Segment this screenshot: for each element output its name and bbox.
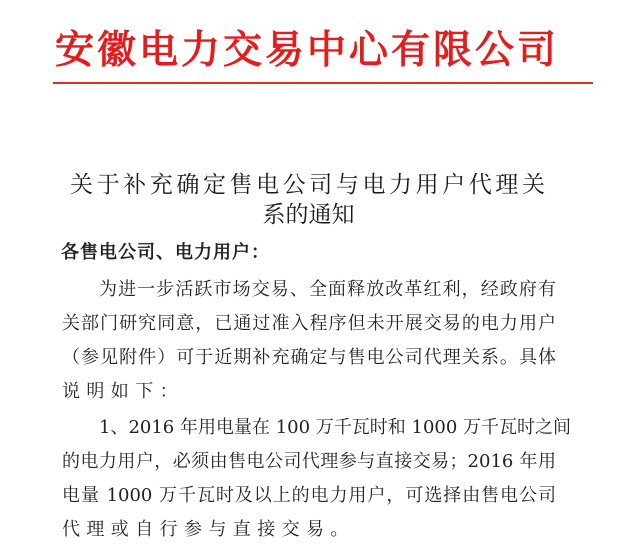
- body-line: 代理或自行参与直接交易。: [62, 519, 355, 540]
- body-line: 关部门研究同意，已通过准入程序但未开展交易的电力用户: [62, 313, 556, 334]
- document-title-line-1: 关于补充确定售电公司与电力用户代理关: [70, 172, 545, 198]
- body-line: 电量 1000 万千瓦时及以上的电力用户，可选择由售电公司: [62, 485, 556, 506]
- body-line: 1、2016 年用电量在 100 万千瓦时和 1000 万千瓦时之间: [99, 417, 572, 438]
- body-line: 的电力用户，必须由售电公司代理参与直接交易；2016 年用: [62, 451, 556, 472]
- body-line: 说明如下：: [62, 381, 184, 402]
- body-line: （参见附件）可于近期补充确定与售电公司代理关系。具体: [62, 347, 556, 368]
- letterhead-divider: [53, 82, 593, 84]
- salutation: 各售电公司、电力用户：: [61, 242, 270, 263]
- body-line: 为进一步活跃市场交易、全面释放改革红利，经政府有: [99, 279, 556, 300]
- organization-letterhead: 安徽电力交易中心有限公司: [55, 27, 557, 73]
- document-title-line-2: 系的通知: [262, 202, 355, 228]
